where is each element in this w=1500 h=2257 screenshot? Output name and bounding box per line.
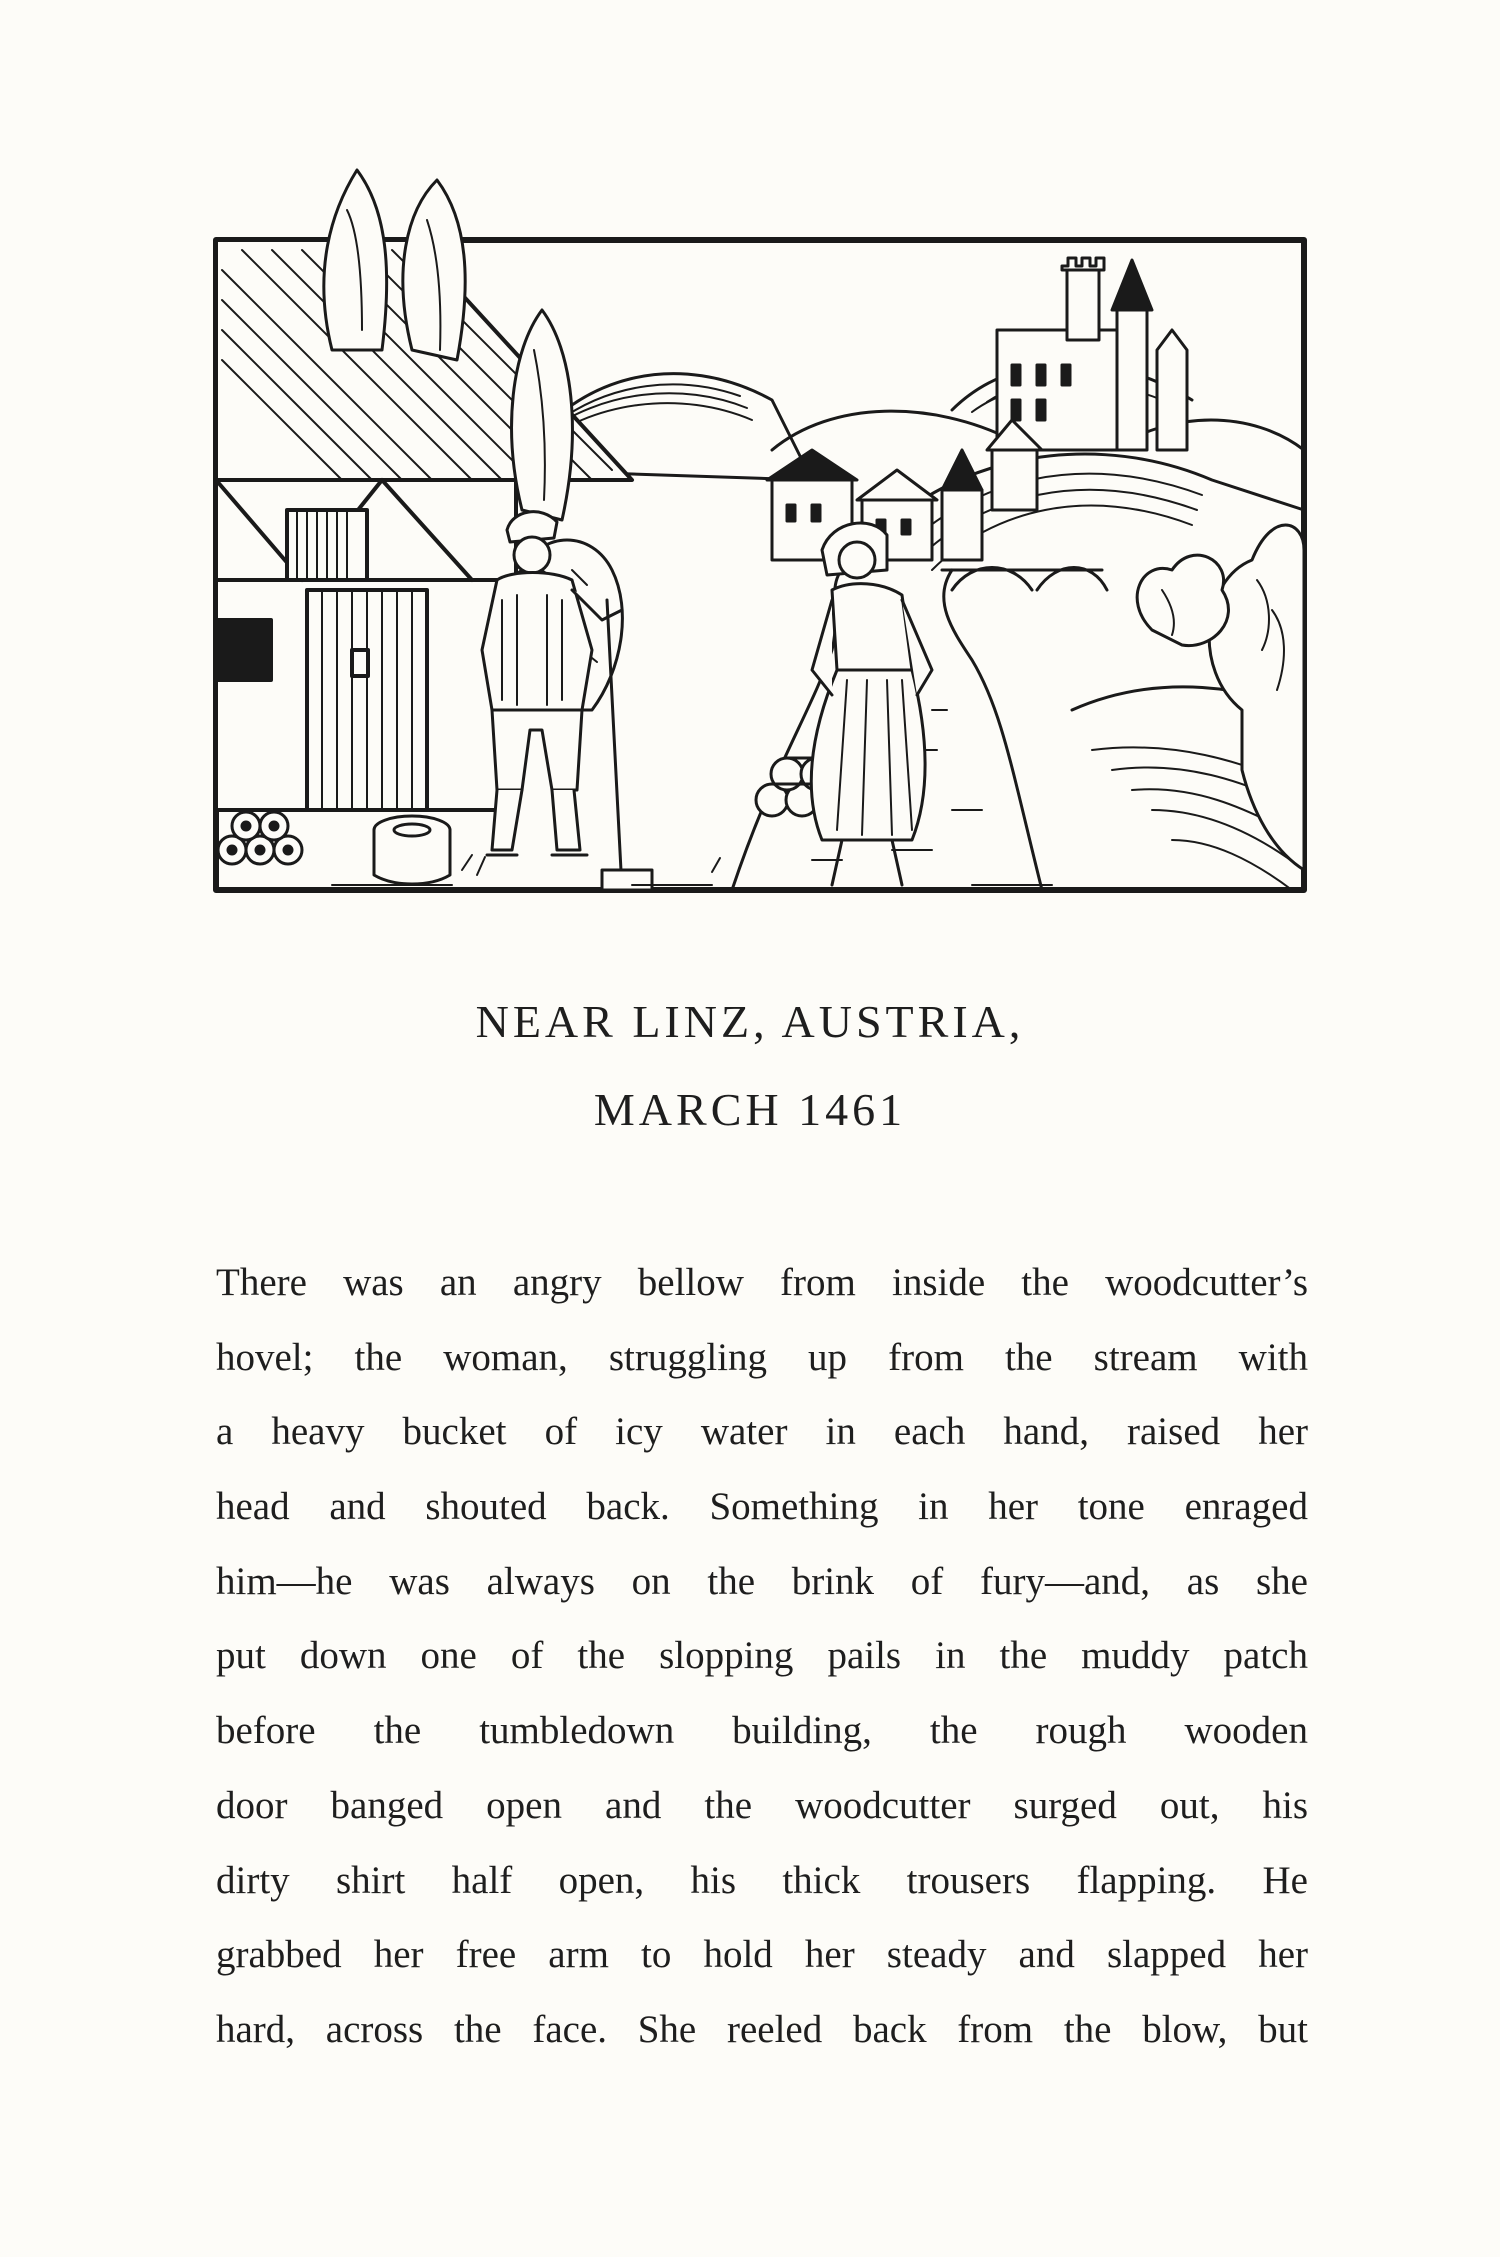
body-line: him—he was always on the brink of fury—and, as she	[216, 1559, 1308, 1603]
woodcut-illustration	[212, 150, 1308, 895]
body-line: before the tumbledown building, the rough wooden	[216, 1709, 1308, 1753]
body-line: dirty shirt half open, his thick trousers flapping. He	[216, 1858, 1308, 1902]
chapter-heading	[0, 978, 1500, 1154]
body-line: grabbed her free arm to hold her steady and slapped her	[216, 1933, 1308, 1977]
body-line: head and shouted back. Something in her tone enraged	[216, 1485, 1308, 1529]
body-line: hovel; the woman, struggling up from the stream with	[216, 1335, 1308, 1379]
chopping-stump	[374, 816, 450, 884]
body-line: put down one of the slopping pails in the muddy patch	[216, 1634, 1308, 1678]
heading-line-2: MARCH 1461	[593, 1084, 907, 1135]
body-line: There was an angry bellow from inside the woodcutter’s	[216, 1261, 1308, 1304]
body-line: door banged open and the woodcutter surged out, his	[216, 1783, 1308, 1827]
body-line: a heavy bucket of icy water in each hand, raised her	[216, 1410, 1308, 1454]
heading-line-1: NEAR LINZ, AUSTRIA,	[475, 996, 1025, 1047]
body-line: hard, across the face. She reeled back from the blow, but	[216, 2007, 1308, 2051]
body-paragraph	[216, 1246, 1308, 2068]
